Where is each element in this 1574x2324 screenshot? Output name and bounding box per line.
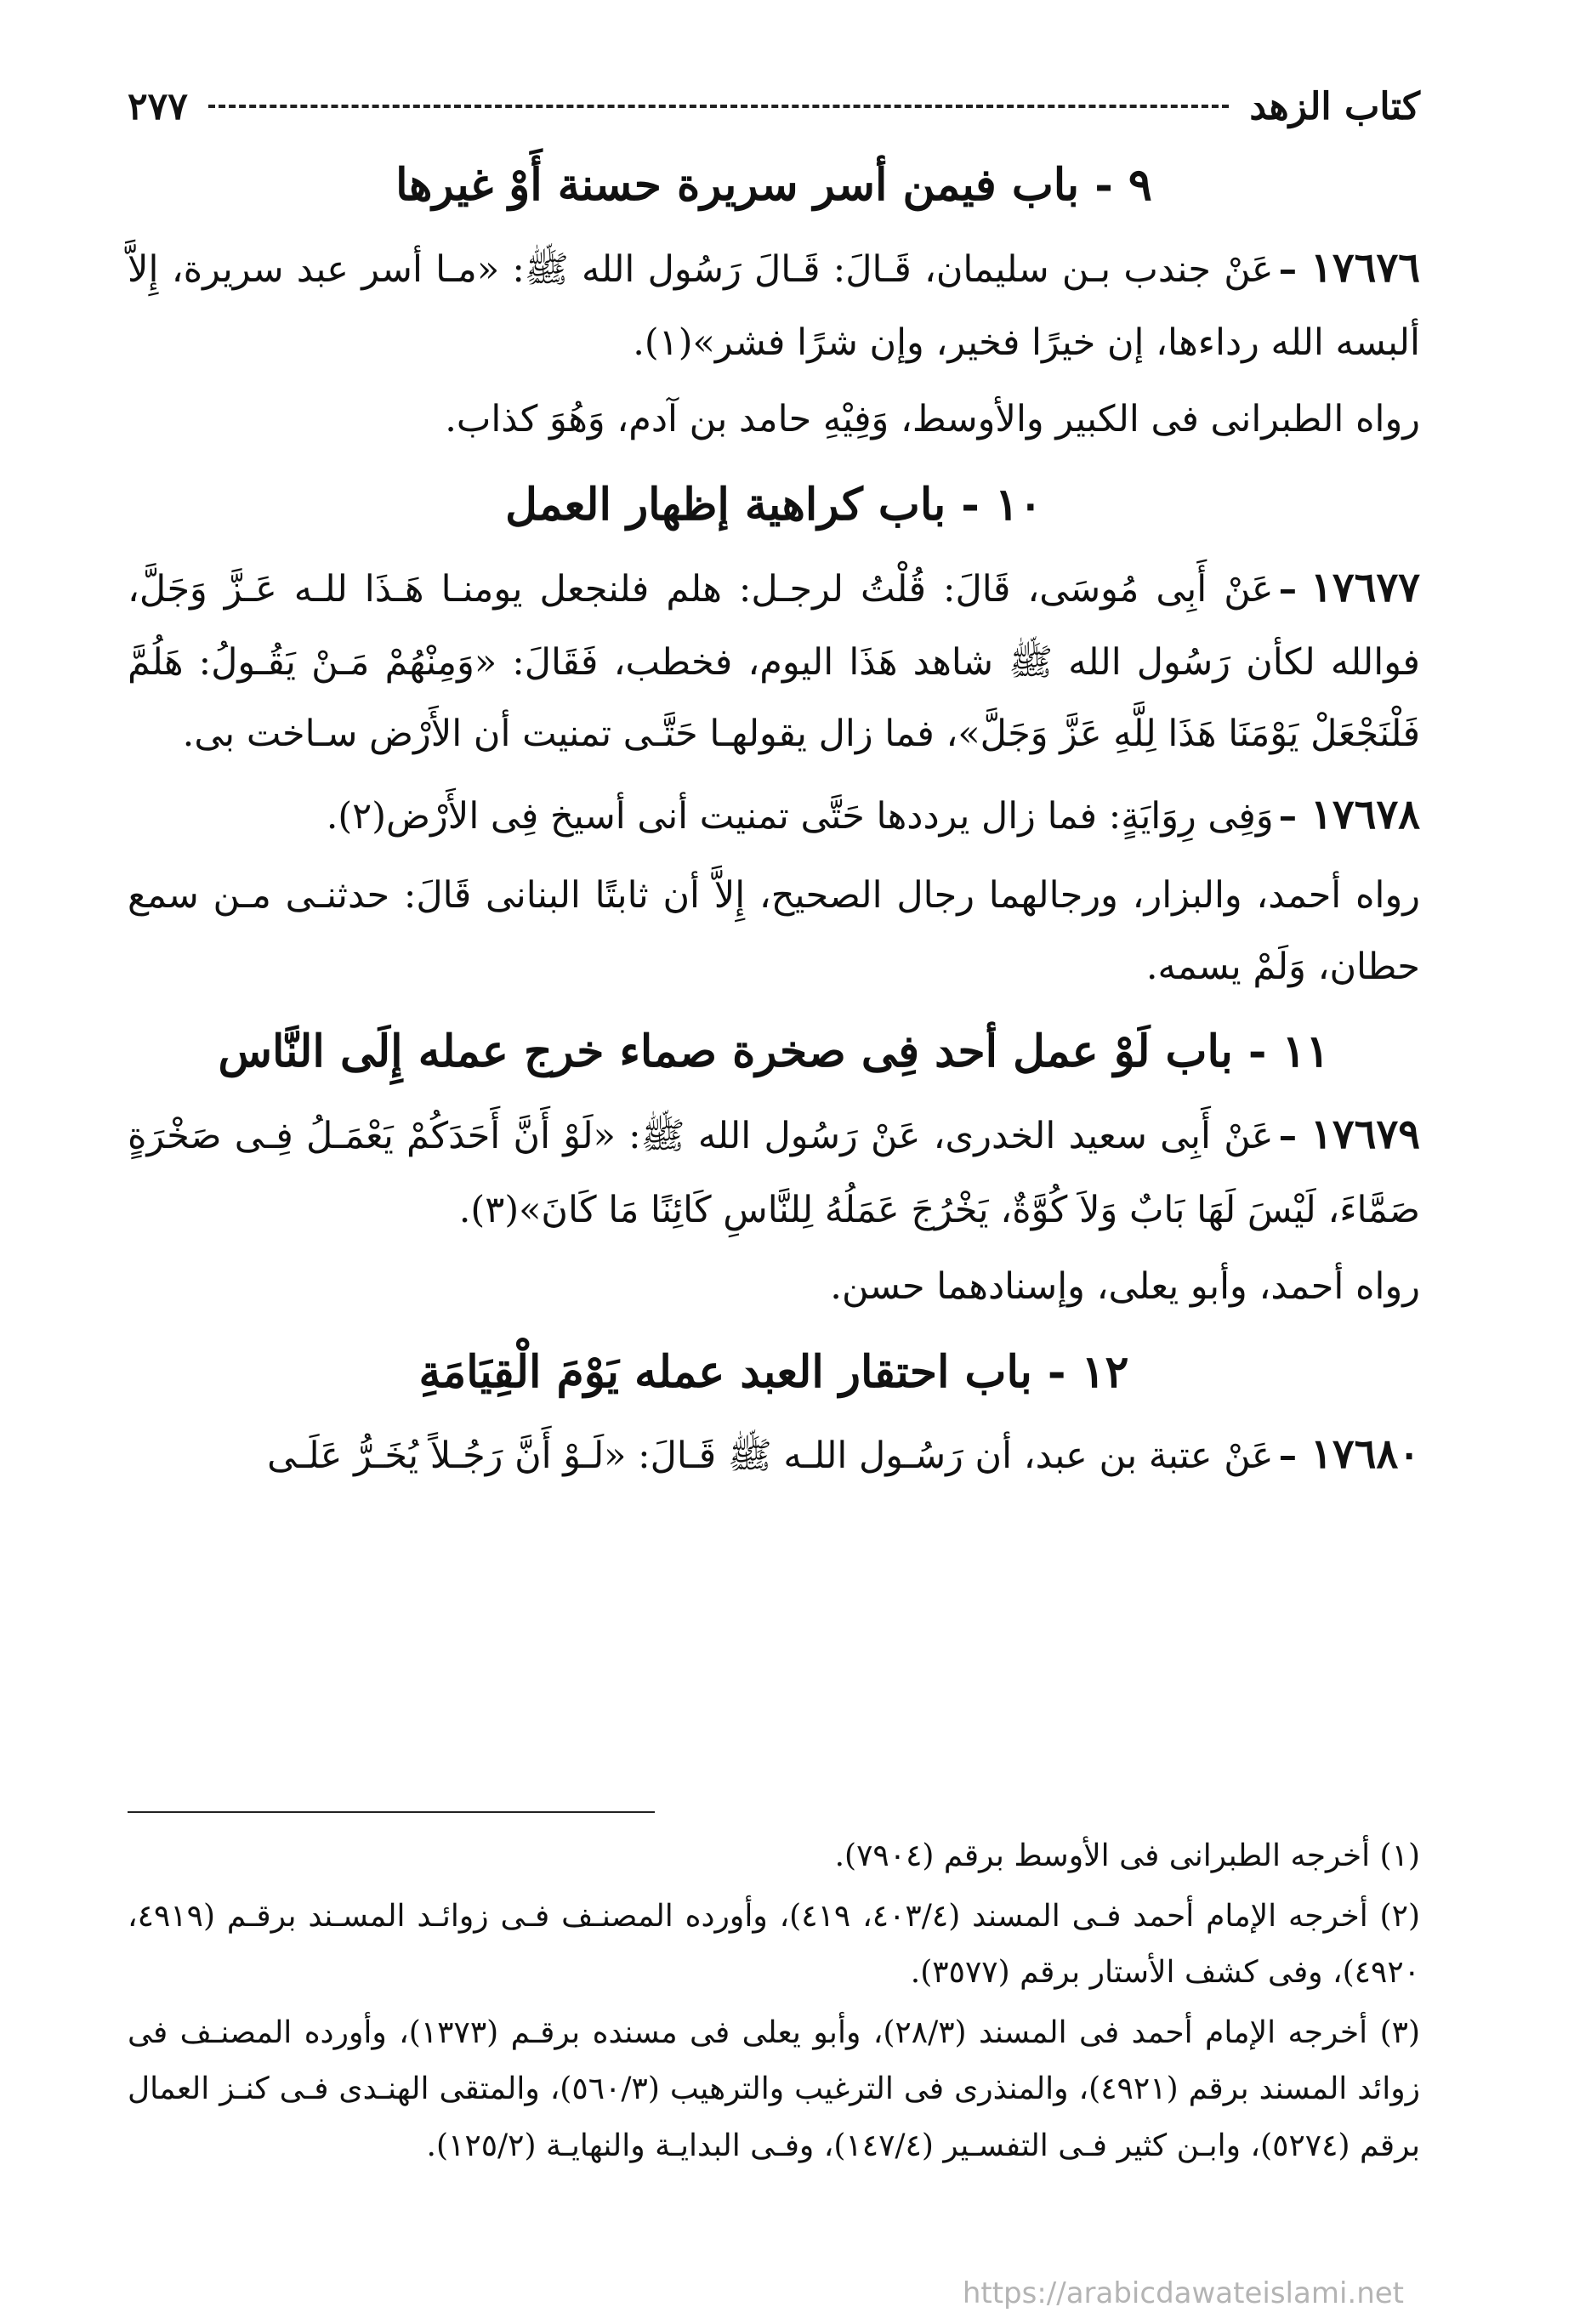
source-note: رواه الطبرانى فى الكبير والأوسط، وَفِيْهِ حامد بن آدم، وَهُوَ كذاب. <box>445 398 1420 441</box>
hadith-paragraph <box>128 548 1420 770</box>
dash-separator: – <box>1278 567 1298 611</box>
chapter-title: ١٠ - باب كراهية إظهار العمل <box>505 479 1043 531</box>
dash-separator: – <box>1278 247 1298 291</box>
hadith-paragraph <box>128 1415 1420 1495</box>
hadith-number: ١٧٦٧٨ <box>1310 791 1420 839</box>
hadith-text: عَنْ جندب بـن سليمان، قَـالَ: قَـالَ رَسُول الله ﷺ: «مـا أسر عبد سريرة، إِلاَّ ألبسه الله رداءها، إن خيرًا فخير، وإن شرًا فشر»(١). <box>128 247 1420 365</box>
hadith-text: عَنْ أَبِى سعيد الخدرى، عَنْ رَسُول الله ﷺ: «لَوْ أَنَّ أَحَدَكُمْ يَعْمَـلُ فِـى صَخْرَةٍ صَمَّاءَ، لَيْسَ لَهَا بَابٌ وَلاَ كُوَّةٌ، يَخْرُجَ عَمَلُهُ لِلنَّاسِ كَائِنًا مَا كَانَ»(٣). <box>128 1115 1420 1231</box>
hadith-text: وَفِى رِوَايَةٍ: فما زال يرددها حَتَّى تمنيت أنى أسيخ فِى الأَرْض(٢). <box>326 795 1274 838</box>
footnote: (٣) أخرجه الإمام أحمد فى المسند (٢٨/٣)، وأبو يعلى فى مسنده برقـم (١٣٧٣)، وأورده المصنـف فى زوائد المسند برقم (٤٩٢١)، والمنذرى فى الترغيب والترهيب (٥٦٠/٣)، والمتقى الهنـدى فـى كنـز العمال برقم (٥٢٧٤)، وابـن كثير فـى التفسـير (١٤٧/٤)، وفـى البدايـة والنهايـة (١٢٥/٢). <box>128 2014 1421 2163</box>
hadith-number: ١٧٦٧٧ <box>1310 563 1420 611</box>
hadith-paragraph <box>128 776 1420 855</box>
running-header <box>128 77 1420 136</box>
header-dashed-rule <box>208 105 1230 108</box>
chapter-title: ١٢ - باب احتقار العبد عمله يَوْمَ الْقِيَامَةِ <box>418 1345 1129 1398</box>
hadith-paragraph <box>128 229 1420 379</box>
source-note: رواه أحمد، وأبو يعلى، وإسنادهما حسن. <box>830 1264 1420 1308</box>
footnote: (٢) أخرجه الإمام أحمد فـى المسند (٤٠٣/٤، ٤١٩)، وأورده المصنـف فـى زوائـد المسـند برقـم (٤٩١٩، ٤٩٢٠)، وفى كشف الأستار برقم (٣٥٧٧). <box>128 1898 1420 1991</box>
chapter-title: ٩ - باب فيمن أسر سريرة حسنة أَوْ غيرها <box>395 159 1152 211</box>
hadith-number: ١٧٦٧٩ <box>1310 1111 1420 1159</box>
footnote: (١) أخرجه الطبرانى فى الأوسط برقم (٧٩٠٤). <box>834 1838 1420 1873</box>
hadith-text: عَنْ عتبة بن عبد، أن رَسُـول اللـه ﷺ قَـالَ: «لَـوْ أَنَّ رَجُـلاً يُخَـرُّ عَلَـى <box>267 1435 1274 1478</box>
page-number: ٢٧٧ <box>128 84 188 128</box>
dash-separator: – <box>1278 1115 1298 1158</box>
hadith-paragraph <box>128 1095 1420 1246</box>
chapter-title: ١١ - باب لَوْ عمل أحد فِى صخرة صماء خرج عمله إِلَى النَّاس <box>218 1026 1330 1078</box>
watermark-url: https://arabicdawateislami.net <box>962 2276 1404 2310</box>
source-note: رواه أحمد، والبزار، ورجالهما رجال الصحيح، إِلاَّ أن ثابتًا البنانى قَالَ: حدثنـى مـن سمع حطان، وَلَمْ يسمه. <box>128 873 1420 988</box>
hadith-number: ١٧٦٧٦ <box>1310 243 1420 292</box>
dash-separator: – <box>1278 1435 1298 1478</box>
book-title: كتاب الزهد <box>1249 84 1420 128</box>
dash-separator: – <box>1278 795 1298 838</box>
footnote-divider <box>128 1811 655 1813</box>
hadith-text: عَنْ أَبِى مُوسَى، قَالَ: قُلْتُ لرجـل: هلم فلنجعل يومنـا هَـذَا للـه عَـزَّ وَجَلَّ، فوالله لكأن رَسُول الله ﷺ شاهد هَذَا اليوم، فخطب، فَقَالَ: «وَمِنْهُمْ مَـنْ يَقُـولُ: هَلُمَّ فَلْنَجْعَلْ يَوْمَنَا هَذَا لِلَّهِ عَزَّ وَجَلَّ»، فما زال يقولهـا حَتَّـى تمنيت أن الأَرْض سـاخت بى. <box>128 567 1420 756</box>
footnotes <box>128 1828 1420 2179</box>
book-page <box>128 77 1420 2270</box>
hadith-number: ١٧٦٨٠ <box>1310 1430 1420 1479</box>
